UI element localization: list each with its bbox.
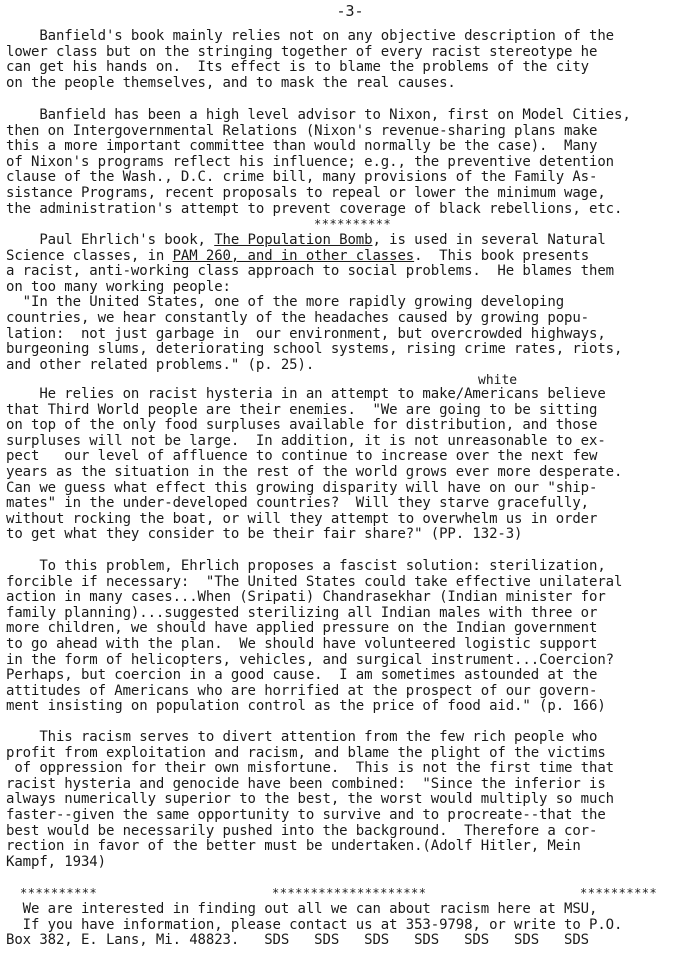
text-line: action in many cases...When (Sripati) Chandrasekhar (Indian minister for xyxy=(6,589,606,606)
footer-divider-center: ******************** xyxy=(272,886,427,900)
text-line: faster--given the same opportunity to survive and to procreate--that the xyxy=(6,806,606,823)
text-line: ment insisting on population control as the price of food aid." (p. 166) xyxy=(6,698,606,715)
text-line: attitudes of Americans who are horrified at the prospect of our govern- xyxy=(6,682,598,699)
text-line: that Third World people are their enemies. "We are going to be sitting xyxy=(6,401,598,418)
text-line: Box 382, E. Lans, Mi. 48823. SDS SDS SDS SDS SDS SDS SDS xyxy=(6,932,590,949)
text-line: sistance Programs, recent proposals to repeal or lower the minimum wage, xyxy=(6,184,606,201)
paragraph-banfield-advisor xyxy=(6,108,696,217)
text-line: to get what they consider to be their fair share?" (PP. 132-3) xyxy=(6,526,523,543)
text-line: lower class but on the stringing together of every racist stereotype he xyxy=(6,43,598,60)
text-line: clause of the Wash., D.C. crime bill, many provisions of the Family As- xyxy=(6,169,598,186)
text-line: on top of the only food surpluses available for distribution, and those xyxy=(6,417,598,434)
text-line: pect our level of affluence to continue to increase over the next few xyxy=(6,448,598,465)
footer-divider-right: ********** xyxy=(580,886,658,900)
text-line: This racism serves to divert attention from the few rich people who xyxy=(6,729,598,745)
paragraph-ehrlich-fascist xyxy=(6,559,696,715)
text-line: best would be necessarily pushed into the background. Therefore a cor- xyxy=(6,822,598,839)
text-line: rection in favor of the better must be undertaken.(Adolf Hitler, Mein xyxy=(6,838,581,855)
page-number: -3- xyxy=(336,2,364,20)
text-line: in the form of helicopters, vehicles, and surgical instrument...Coercion? xyxy=(6,651,614,668)
text-line: Banfield's book mainly relies not on any objective description of the xyxy=(6,28,614,44)
text-line: then on Intergovernmental Relations (Nixon's revenue-sharing plans make xyxy=(6,122,598,139)
text-line: family planning)...suggested sterilizing all Indian males with three or xyxy=(6,604,598,621)
inserted-word-white: white xyxy=(478,373,518,388)
text-line: of Nixon's programs reflect his influence; e.g., the preventive detention xyxy=(6,153,614,170)
text-line: to go ahead with the plan. We should have volunteered logistic support xyxy=(6,635,598,652)
text-line: a racist, anti-working class approach to social problems. He blames them xyxy=(6,263,614,280)
text-line: We are interested in finding out all we can about racism here at MSU, xyxy=(6,901,598,917)
text-line: Can we guess what effect this growing disparity will have on our "ship- xyxy=(6,479,598,496)
text-line: always numerically superior to the best, the worst would multiply so much xyxy=(6,791,614,808)
text-line: can get his hands on. Its effect is to blame the problems of the city xyxy=(6,59,590,76)
text-line: and other related problems." (p. 25). xyxy=(6,356,315,373)
text-line: burgeoning slums, deteriorating school systems, rising crime rates, riots, xyxy=(6,341,623,358)
text-line: lation: not just garbage in our environment, but overcrowded highways, xyxy=(6,325,606,342)
text-line: on too many working people: xyxy=(6,278,231,295)
paragraph-ehrlich-hysteria xyxy=(6,387,696,543)
text-line: Kampf, 1934) xyxy=(6,853,106,870)
text-line: without rocking the boat, or will they attempt to overwhelm us in order xyxy=(6,510,598,527)
text-line: profit from exploitation and racism, and blame the plight of the victims xyxy=(6,744,606,761)
text-line: forcible if necessary: "The United States could take effective unilateral xyxy=(6,573,623,590)
text-line: the administration's attempt to prevent coverage of black rebellions, etc. xyxy=(6,200,623,217)
text-line: surpluses will not be large. In addition, it is not unreasonable to ex- xyxy=(6,432,606,449)
text-line: more children, we should have applied pressure on the Indian government xyxy=(6,620,598,637)
text-line: of oppression for their own misfortune. This is not the first time that xyxy=(6,760,614,777)
paragraph-racism-diverts xyxy=(6,730,696,870)
underlined-text: The Population Bomb xyxy=(214,232,373,248)
text-line: years as the situation in the rest of the world grows ever more desperate. xyxy=(6,463,623,480)
text-line: Paul Ehrlich's book, The Population Bomb, is used in several Natural xyxy=(6,232,606,248)
paragraph-ehrlich-intro xyxy=(6,233,696,373)
section-divider: ********** xyxy=(314,217,392,231)
paragraph-banfield-book xyxy=(6,29,696,91)
paragraph-contact xyxy=(6,902,696,949)
text-line: Perhaps, but coercion in a good cause. I am sometimes astounded at the xyxy=(6,667,598,684)
text-line: He relies on racist hysteria in an attempt to make/Americans believe xyxy=(6,386,606,402)
text-line: racist hysteria and genocide have been combined: "Since the inferior is xyxy=(6,775,606,792)
text-line: Banfield has been a high level advisor to Nixon, first on Model Cities, xyxy=(6,107,631,123)
text-line: To this problem, Ehrlich proposes a fascist solution: sterilization, xyxy=(6,558,606,574)
footer-divider-left: ********** xyxy=(20,886,98,900)
text-line: If you have information, please contact us at 353-9798, or write to P.O. xyxy=(6,916,623,933)
text-line: this a more important committee than would normally be the case). Many xyxy=(6,138,598,155)
text-line: countries, we hear constantly of the headaches caused by growing popu- xyxy=(6,309,590,326)
text-line: "In the United States, one of the more rapidly growing developing xyxy=(6,294,565,311)
text-line: mates" in the under-developed countries? Will they starve gracefully, xyxy=(6,495,590,512)
text-line: on the people themselves, and to mask the real causes. xyxy=(6,74,456,91)
underlined-text: PAM 260, and in other classes xyxy=(172,247,415,264)
text-line: Science classes, in PAM 260, and in other classes. This book presents xyxy=(6,247,590,264)
